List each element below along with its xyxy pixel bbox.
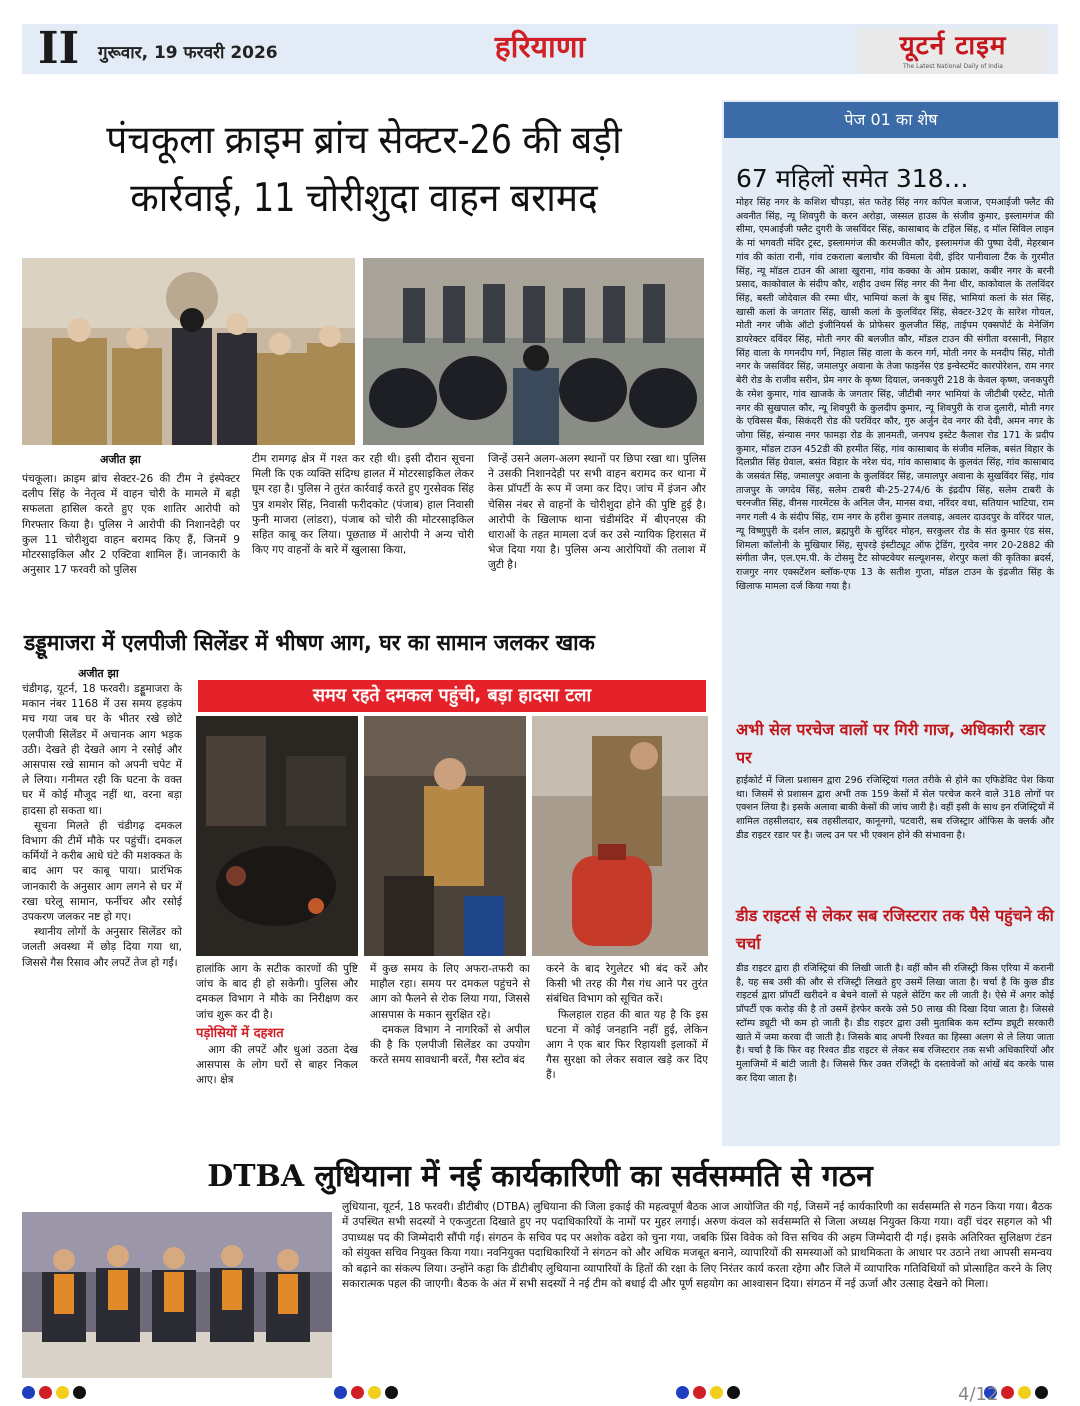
sidebar-body-3: डीड राइटर द्वारा ही रजिस्ट्रियां की लिखी जाती है। वहीं कौन सी रजिस्ट्री किस एरिया में करानी है, यह सब उसी की और से रजिस्ट्री लिखते हुए उसमें लिखा जाता है। चर्चा है कि कुछ डीड राइटर्स द्वारा प्रॉपर्टी खरीदने व बेचने वालों से पहले सेटिंग कर ली जाती है। ऐसे में अगर कोई प्रॉपर्टी एक करोड़ की है तो उसमें हेरफेर करके उसे 50 लाख की दिखा दिया जाता है। जिससे स्टॉम्प ड्यूटी भी कम हो जाती है। डीड राइटर द्वारा उसी मुताबिक कम स्टॉम्प ड्यूटी सरकारी खाते में जमा करवा दी जाती है। जिसके बाद अपनी रिश्वत का हिस्सा अलग से ले लिया जाता है। चर्चा है कि फिर वह रिश्वत डीड राइटर से लेकर सब रजिस्टरार तक सभी अधिकारियों और मुलाजिमों में बांटी जाती है। जिससे फिर उक्त रजिस्ट्री के दस्तावेजों को आंखें बंद करके पास कर दिया जाता है।	[736, 963, 1054, 1084]
story2-column-2	[196, 962, 358, 1142]
story2-col4-p2: फिलहाल राहत की बात यह है कि इस घटना में कोई जनहानि नहीं हुई, लेकिन आग ने एक बार फिर रिहायशी इलाकों में गैस सुरक्षा को लेकर सवाल खड़े कर दिए हैं।	[546, 1008, 708, 1082]
story2-photo-firefighter	[364, 716, 526, 956]
sidebar-body: मोहर सिंह नगर के कशिश चौपड़ा, संत फतेह सिंह नगर कपिल बजाज, एमआईजी फ्लैट की अवनीत सिंह, न्यू शिवपुरी के करन अरोड़ा, जस्सल हाउस के संजीव कुमार, इस्लामगंज की सीमा, एमआईजी फ्लैट दुगरी के जसविंदर सिंह, कासाबाद के टहिल सिंह, द मॉल सिविल लाइन के मां भगवती मंदिर ट्रस्ट, इस्लामगंज की करमजीत कौर, इस्लामगंज की पुष्पा देवी, मेहरबान गांव की कांता रानी, गांव टकराला बलाचौर की विमला देवी, इंदिर पानीवाला टैंक के गुरमीत सिंह, न्यू मॉडल टाउन की आशा खुराना, गांव कक्का के ओम प्रकाश, कबीर नगर के बरनी प्रसाद, काकोवाल के संदीप कौर, शहीद उधम सिंह नगर की नैना धीर, काकोवाल के तलविंदर सिंह, बस्ती जोदेवाल की रम्मा धीर, भामियां कलां के बुध सिंह, भामियां कलां के संत सिंह, खासी कलां के जगतार सिंह, खासी कलां के कुलविंदर सिंह, सेक्टर-32ए के सारेश गोयल, मोती नगर जीके ऑटो इंजीनियर्स के प्रोफेसर कुलजीत सिंह, ताईपम एक्सपोर्ट के मेनेजिंग डायरेक्टर दविंदर सिंह, मोती नगर की बलजीत कौर, मॉडल टाउन की संगीता वरसानी, निहार सिंह वाला के गगनदीप गर्ग, निहाल सिंह वाला के करन गर्ग, मोती नगर के मनदीप सिंह, मोती नगर के जसविंदर सिंह, जमालपुर अवाना के तेजा फाइनेंस एंड इन्वेस्टमेंट कारपोरेशन, राम नगर बेरी रोड के राजीव सरीन, प्रेम नगर के कृष्ण दियाल, जनकपुरी 218 के केवल कृष्ण, जनकपुरी के रमेश कुमार, गांव खाजके के जगतार सिंह, जीटीबी नगर भामियां के जीटीबी एस्टेट, मोती नगर की सुखपाल कौर, न्यू शिवपुरी के कुलदीप कुमार, न्यू शिवपुरी के राज दुलारी, मोती नगर के एविसस बैंक, सिकंदरी रोड की परविंदर कौर, गुरु अर्जुन देव नगर की देवी, अमन नगर के जोगा सिंह, संन्यास नगर फामड़ा रोड के ज्ञानमती, जनपथ इस्टेट कैलाश रोड 171 के प्रदीप कुमार, मॉडल टाउन 452डी की हरमीत सिंह, गांव कासाबाद के संजीव मलिक, बसंत विहार के दिलप्रीत सिंह ग्रेवाल, बसंत विहार के नरेश चंद, गांव कासाबाद के कुलवंत सिंह, गांव कासाबाद के जसवंत सिंह, जमालपुर अवाना के कुलविंदर सिंह, जमालपुर अवाना के सुखविंदर सिंह, गांव ताजपुर के जगदेव सिंह, सलेम टाबरी बी-25-274/6 के इंद्रदीप सिंह, सलेम टाबरी के चरनजीत सिंह, वीनस गारमेंटस के अनिल जैन, मानस वधा, नरिंदर वधा, सतियान भाटिया, राम नगर गली 4 के संदीप सिंह, राम नगर के हरीश कुमार तलवाड़, अवलर दाउदपुर के वरिंदर पाल, न्यू विष्णुपुरी के दर्शन लाल, ब्रह्मपुरी के सुरिंदर मोहन, सरकुलर रोड के संत कुमार एंड संस, शिमला कॉलोनी के मुखियार सिंह, सुपरड़े इंस्टीट्यूट ऑफ ट्रेडिंग, गुरदेव नगर 20-2882 की संगीता जैन, एल.एम.पी. के टोसमु टैट सोफ्टवेयर सल्यूशनस, शेरपुर कलां की कृतिका ब्रदर्स, राजगुर नगर एक्सटेंशन ब्लॉक-एफ 13 के सतीश गुप्ता, मॉडल टाउन के इंद्रजीत सिंह के खिलाफ मामला दर्ज किया गया है।	[736, 197, 1054, 592]
dot-red	[39, 1386, 52, 1399]
story2-banner	[198, 680, 706, 712]
story2-col1-p3: स्थानीय लोगों के अनुसार सिलेंडर को जलती अवस्था में छोड़ दिया गया था, जिससे गैस रिसाव और लपटें तेज हो गईं।	[22, 926, 182, 969]
story2-column-4	[546, 962, 708, 1142]
dot-yellow	[710, 1386, 723, 1399]
sidebar-subhead-2: डीड राइटर्स से लेकर सब रजिस्टरार तक पैसे पहुंचने की चर्चा	[736, 906, 1054, 953]
dot-red	[1001, 1386, 1014, 1399]
footer-dots-left	[22, 1384, 90, 1403]
story1-headline-line2: कार्रवाई, 11 चोरीशुदा वाहन बरामद	[130, 176, 598, 221]
dot-red	[693, 1386, 706, 1399]
footer-dots-center-left	[334, 1384, 402, 1403]
story2-photo-fire	[196, 716, 358, 956]
story3-body: लुधियाना, यूटर्न, 18 फरवरी। डीटीबीए (DTBA) लुधियाना की जिला इकाई की महत्वपूर्ण बैठक आज आयोजित की गई, जिसमें नई कार्यकारिणी का सर्वसम्मति से गठन किया गया। बैठक में उपस्थित सभी सदस्यों ने एकजुटता दिखाते हुए नए पदाधिकारियों के नामों पर मुहर लगाई। अरुण कंवल को सर्वसम्मति से जिला अध्यक्ष नियुक्त किया गया। वहीं चंदर सहगल को भी उपाध्यक्ष पद की जिम्मेदारी सौंपी गई। संगठन के सचिव पद पर अशोक वढेरा को चुना गया, जबकि प्रिंस विवेक को वित्त सचिव की अहम जिम्मेदारी दी गई। इसके अतिरिक्त सुलिक्षण टंडन को संयुक्त सचिव नियुक्त किया गया। नवनियुक्त पदाधिकारियों ने संगठन को और अधिक मजबूत बनाने, व्यापारियों की समस्याओं को प्राथमिकता के आधार पर उठाने तथा आपसी समन्वय को बढ़ाने का संकल्प लिया। उन्होंने कहा कि डीटीबीए लुधियाना व्यापारियों के हितों की रक्षा के लिए निरंतर कार्य करता रहेगा और जिले में व्यापारिक गतिविधियों को प्रोत्साहित करने के लिए सकारात्मक पहल की जाएगी। बैठक के अंत में सभी सदस्यों ने नई टीम को बधाई दी और पूर्ण सहयोग का आश्वासन दिया। संगठन में नई ऊर्जा और उत्साह देखने को मिला।	[342, 1201, 1052, 1291]
dot-blue	[676, 1386, 689, 1399]
dot-red	[351, 1386, 364, 1399]
story1-byline: अजीत झा	[100, 453, 141, 466]
story2-col1-p2: सूचना मिलते ही चंडीगढ़ दमकल विभाग की टीमें मौके पर पहुंचीं। दमकल कर्मियों ने करीब आधे घंटे की मशक्कत के बाद आग पर काबू पाया। प्रारंभिक जानकारी के अनुसार आग लगने से घर में रखा घरेलू सामान, फर्नीचर और रसोई उपकरण जलकर नष्ट हो गए।	[22, 819, 182, 924]
issue-date: गुरूवार, 19 फरवरी 2026	[98, 43, 278, 63]
dot-black	[1035, 1386, 1048, 1399]
dot-blue	[334, 1386, 347, 1399]
logo-tagline: The Latest National Daily of India	[903, 63, 1003, 70]
story2-headline: डड्डूमाजरा में एलपीजी सिलेंडर में भीषण आग, घर का सामान जलकर खाक	[24, 631, 595, 656]
newspaper-logo	[858, 29, 1048, 73]
story2-col2-p2: आग की लपटें और धुआं उठता देख आसपास के लोग घरों से बाहर निकल आए। क्षेत्र	[196, 1043, 358, 1087]
story1-column-1: पंचकूला। क्राइम ब्रांच सेक्टर-26 की टीम ने इंस्पेक्टर दलीप सिंह के नेतृत्व में वाहन चोरी के मामले में बड़ी सफलता हासिल करते हुए एक शातिर आरोपी को गिरफ्तार किया है। पुलिस ने आरोपी की निशानदेही पर कुल 11 चोरीशुदा वाहन बरामद किए हैं, जिनमें 9 मोटरसाइकिल और 2 एक्टिवा शामिल हैं। जानकारी के अनुसार 17 फरवरी को पुलिस	[22, 473, 240, 577]
story2-photo-cylinder	[532, 716, 708, 956]
logo-text: यूटर्न टाइम	[899, 31, 1007, 61]
dot-yellow	[368, 1386, 381, 1399]
story1-column-2: टीम रामगढ़ क्षेत्र में गश्त कर रही थी। इसी दौरान सूचना मिली कि एक व्यक्ति संदिग्ध हालत में मोटरसाइकिल लेकर घूम रहा है। पुलिस ने तुरंत कार्रवाई करते हुए गुरसेवक सिंह पुत्र शमशेर सिंह, निवासी फरीदकोट (पंजाब) हाल निवासी फुनी माजरा (लांडरा), पंजाब को चोरी की मोटरसाइकिल सहित काबू कर लिया। पूछताछ में आरोपी ने अन्य चोरी किए गए वाहनों के बारे में खुलासा किया,	[252, 453, 474, 557]
story2-col4-p1: करने के बाद रेगुलेटर भी बंद करें और किसी भी तरह की गैस गंध आने पर तुरंत संबंधित विभाग को सूचित करें।	[546, 963, 708, 1006]
story1-photo-vehicles	[363, 258, 704, 445]
story2-byline: अजीत झा	[78, 667, 119, 680]
dot-blue	[22, 1386, 35, 1399]
story2-col2-subhead: पड़ोसियों में दहशत	[196, 1025, 284, 1041]
story2-column-1	[22, 682, 182, 1142]
story1-photo-arrest	[22, 258, 355, 445]
dot-yellow	[1018, 1386, 1031, 1399]
sidebar-tag-text: पेज 01 का शेष	[844, 110, 938, 129]
section-title: हरियाणा	[494, 30, 586, 65]
dot-yellow	[56, 1386, 69, 1399]
sidebar-body-2: हाईकोर्ट में जिला प्रशासन द्वारा 296 रजिस्ट्रियां गलत तरीके से होने का एफिडेविट पेश किया था। जिसमें से प्रशासन द्वारा अभी तक 159 केसों में सेल परचेज करने वाले 318 लोगों पर एक्शन लिया है। इसके अलावा बाकी केसों की जांच जारी है। वहीं इसी के साथ इन रजिस्ट्रियों में शामिल तहसीलदार, सब तहसीलदार, कानूनगो, पटवारी, सब रजिस्ट्रार ऑफिस के क्लर्क और डीड राइटर रडार पर है। जल्द उन पर भी एक्शन होने की संभावना है।	[736, 775, 1054, 841]
sidebar-subhead-1: अभी सेल परचेज वालों पर गिरी गाज, अधिकारी रडार पर	[736, 720, 1046, 767]
story2-col3-p1: में कुछ समय के लिए अफरा-तफरी का माहौल रहा। समय पर दमकल पहुंचने से आग को फैलने से रोक लिया गया, जिससे आसपास के मकान सुरक्षित रहे।	[370, 963, 530, 1021]
story2-col1-p1: चंडीगढ़, यूटर्न, 18 फरवरी। डड्डूमाजरा के मकान नंबर 1168 में उस समय हड़कंप मच गया जब घर के भीतर रखे छोटे एलपीजी सिलेंडर में अचानक आग भड़क उठी। देखते ही देखते आग ने रसोई और आसपास रखे सामान को अपनी चपेट में ले लिया। गनीमत रही कि घटना के वक्त घर में कोई मौजूद नहीं था, वरना बड़ा हादसा हो सकता था।	[22, 683, 182, 817]
page-number: II	[38, 23, 80, 74]
dot-black	[727, 1386, 740, 1399]
story1-headline-line1: पंचकूला क्राइम ब्रांच सेक्टर-26 की बड़ी	[106, 118, 622, 163]
story3-headline: DTBA लुधियाना में नई कार्यकारिणी का सर्वसम्मति से गठन	[207, 1159, 873, 1194]
story2-banner-text: समय रहते दमकल पहुंची, बड़ा हादसा टला	[312, 685, 592, 706]
sidebar-heading: 67 महिलों समेत 318…	[736, 164, 969, 193]
story1-headline	[41, 112, 687, 228]
story2-col2-p1: हालांकि आग के सटीक कारणों की पुष्टि जांच के बाद ही हो सकेगी। पुलिस और दमकल विभाग ने मौके का निरीक्षण कर जांच शुरू कर दी है।	[196, 963, 358, 1021]
story1-column-3: जिन्हें उसने अलग-अलग स्थानों पर छिपा रखा था। पुलिस ने उसकी निशानदेही पर सभी वाहन बरामद कर थाना में केस प्रॉपर्टी के रूप में जमा कर दिए। जांच में इंजन और चेसिस नंबर से वाहनों के चोरीशुदा होने की पुष्टि हुई है। आरोपी के खिलाफ थाना चंडीमंदिर में बीएनएस की धाराओं के तहत मामला दर्ज कर उसे न्यायिक हिरासत में भेज दिया गया है। पुलिस अन्य आरोपियों की तलाश में जुटी है।	[488, 453, 706, 572]
story2-col3-p2: दमकल विभाग ने नागरिकों से अपील की है कि एलपीजी सिलेंडर का उपयोग करते समय सावधानी बरतें, गैस स्टोव बंद	[370, 1023, 530, 1067]
footer-dots-center-right	[676, 1384, 744, 1403]
story3-photo-group	[22, 1212, 332, 1378]
dot-black	[73, 1386, 86, 1399]
sidebar-tag	[724, 102, 1058, 138]
story2-column-3	[370, 962, 530, 1142]
page-counter: 4/12	[958, 1384, 999, 1405]
dot-black	[385, 1386, 398, 1399]
